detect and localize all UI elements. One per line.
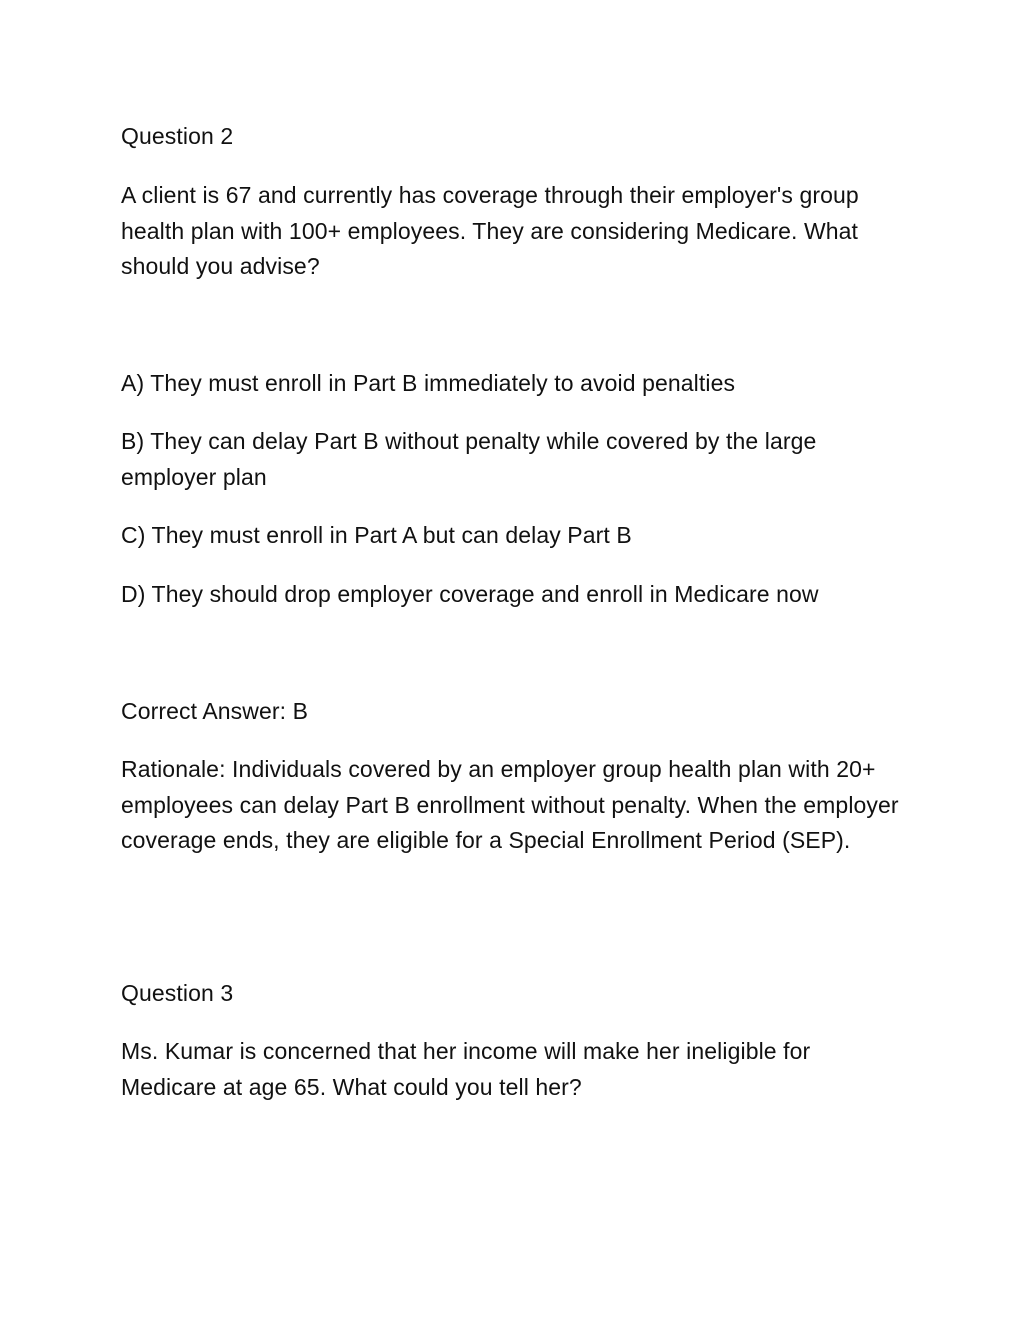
question-title: Question 3 xyxy=(121,980,234,1006)
answer-option-a: A) They must enroll in Part B immediately to avoid penalties xyxy=(121,370,736,396)
answer-option-b: B) They can delay Part B without penalty while covered by the large employer plan xyxy=(121,428,817,490)
question-text: Ms. Kumar is concerned that her income will make her ineligible for Medicare at age 65. What could you tell her? xyxy=(121,1038,811,1100)
rationale: Rationale: Individuals covered by an employer group health plan with 20+ employees can delay Part B enrollment without penalty. When the employer coverage ends, they are eligible for a Special Enrollment Period (SEP). xyxy=(121,756,899,853)
question-text: A client is 67 and currently has coverage through their employer's group health plan with 100+ employees. They are considering Medicare. What should you advise? xyxy=(121,182,859,279)
correct-answer: Correct Answer: B xyxy=(121,698,309,724)
answer-option-d: D) They should drop employer coverage and enroll in Medicare now xyxy=(121,581,819,607)
question-title: Question 2 xyxy=(121,123,234,149)
answer-option-c: C) They must enroll in Part A but can delay Part B xyxy=(121,522,632,548)
